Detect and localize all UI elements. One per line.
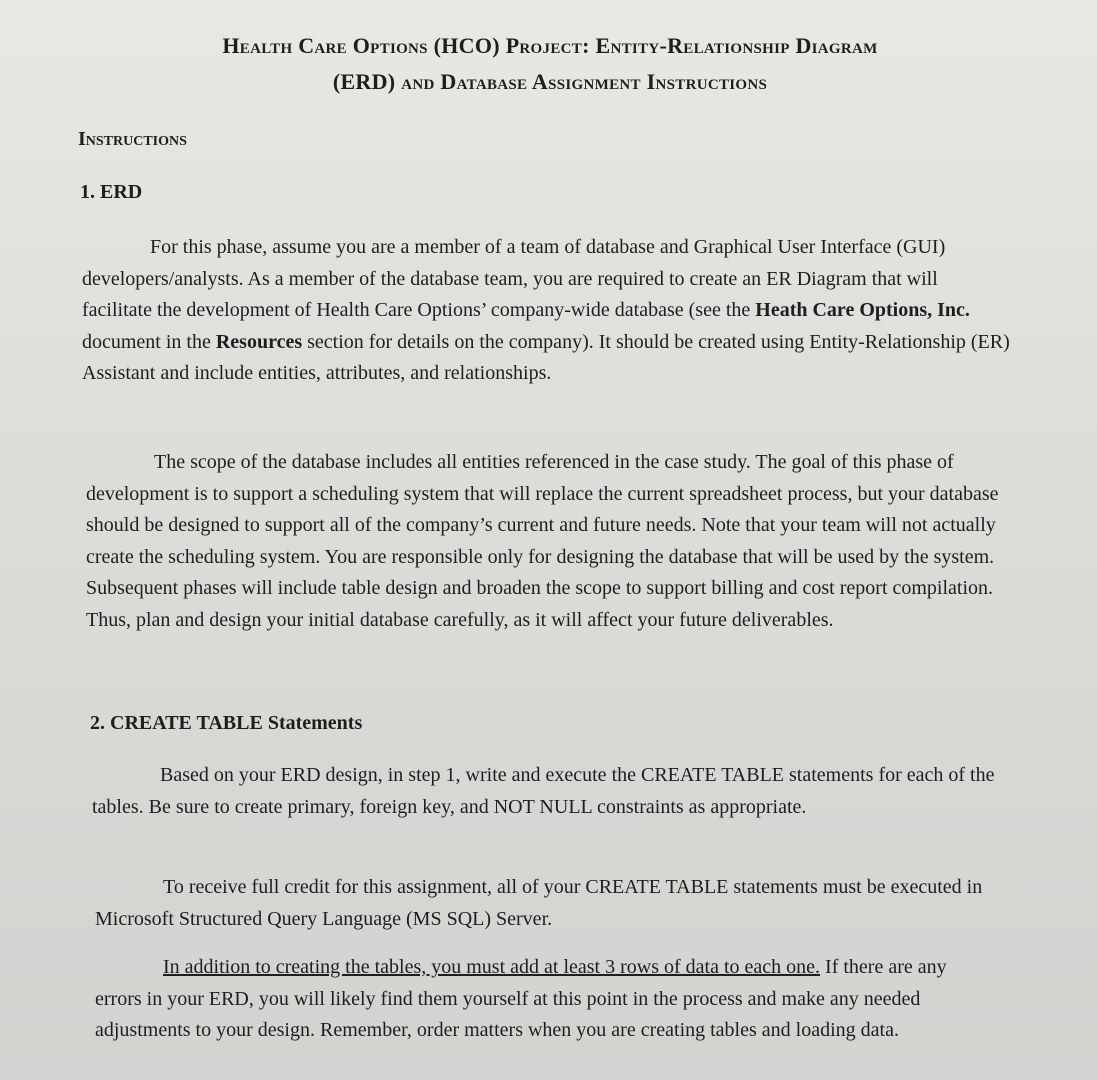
s2p3-underlined: In addition to creating the tables, you must add at least 3 rows of data to each one. (163, 956, 821, 978)
p1-text-c: document in the (82, 330, 216, 353)
document-title (60, 28, 1040, 100)
title-line-2: (ERD) and Database Assignment Instructions (332, 69, 768, 94)
title-line-1: Health Care Options (HCO) Project: Entity-Relationship Diagram (222, 33, 878, 58)
p1-bold-resources: Resources (215, 330, 303, 353)
section-1-heading: 1. ERD (80, 181, 143, 203)
instructions-heading: Instructions (78, 128, 187, 150)
p2-text: The scope of the database includes all entities referenced in the case study. The goal of this phase of development is to support a scheduling system that will replace the current spreadsheet process, but your database should be designed to support all of the company’s current and future needs. Note that your team will not actually create the scheduling system. You are responsible only for designing the database that will be used by the system. Subsequent phases will include table design and broaden the scope to support billing and cost report compilation. Thus, plan and design your initial database carefully, as it will affect your future deliverables. (86, 451, 999, 631)
s2p1-text: Based on your ERD design, in step 1, write and execute the CREATE TABLE statements for each of the tables. Be sure to create primary, foreign key, and NOT NULL constraints as appropriate. (92, 764, 995, 818)
section-2-paragraph-2 (95, 872, 995, 935)
section-1-paragraph-2 (86, 447, 1001, 636)
p1-text-e: section for details on the company). It should be created using Entity-Relationship (ER) Assistant and include entities, attributes, and relationships. (82, 330, 1010, 384)
p1-bold-company-doc: Heath Care Options, Inc. (755, 299, 970, 321)
section-2-paragraph-3 (95, 952, 975, 1047)
s2p2-text: To receive full credit for this assignment, all of your CREATE TABLE statements must be executed in Microsoft Structured Query Language (MS SQL) Server. (95, 876, 983, 930)
section-1-paragraph-1 (82, 232, 1012, 390)
section-2-paragraph-1 (92, 760, 997, 823)
section-2-heading: 2. CREATE TABLE Statements (90, 712, 363, 734)
p1-text-a: For this phase, assume you are a member of a team of database and Graphical User Interface (GUI) developers/analysts. As a member of the database team, you are required to create an ER Diagram that will facilitate the development of Health Care Options’ company-wide database (see the (82, 236, 946, 321)
s2p3-rest: If there are any errors in your ERD, you will likely find them yourself at this point in the process and make any needed adjustments to your design. Remember, order matters when you are creating tables and loading data. (95, 956, 947, 1041)
